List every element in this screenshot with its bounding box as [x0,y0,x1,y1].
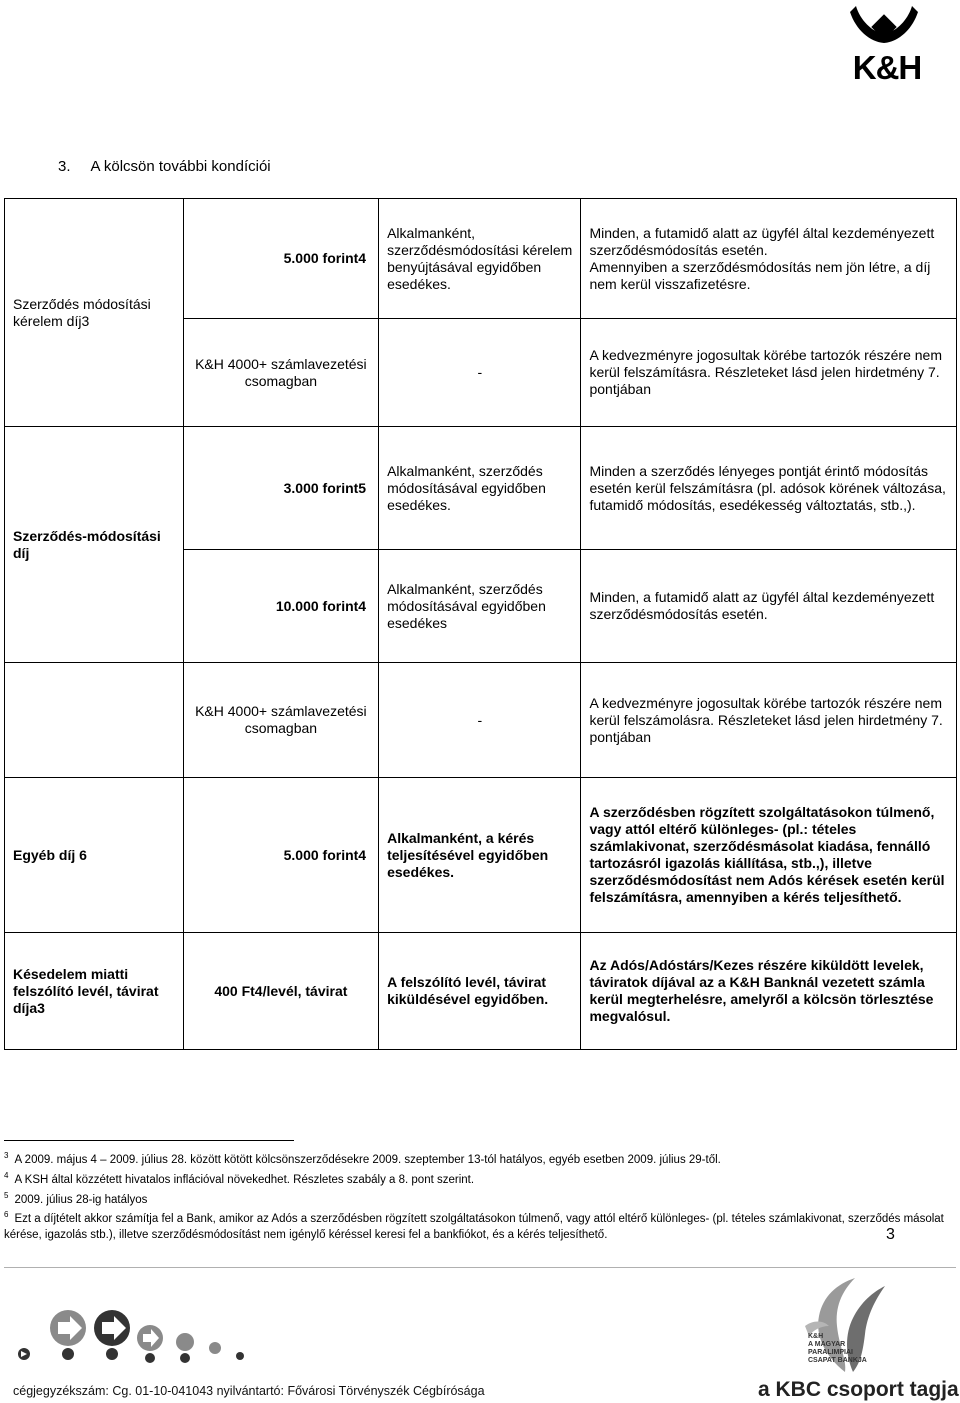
footnotes [4,1148,944,1243]
fee-name-cell [5,933,184,1050]
amount: K&H 4000+ számlavezetési csomagban [195,703,367,736]
fee-name: Szerződés-módosítási díj [13,527,161,561]
footnote-number: 4 [4,1170,9,1180]
amount-cell [183,427,378,550]
description: Minden, a futamidő alatt az ügyfél által kezdeményezett szerződésmódosítás esetén. [589,589,935,622]
amount-cell [183,319,378,427]
page-number: 3 [886,1226,895,1243]
footnote [4,1207,944,1243]
amount-cell [183,933,378,1050]
footnote-number: 6 [4,1210,9,1220]
decorative-arrows-icon [0,1292,270,1372]
footnote-text: A 2009. május 4 – 2009. július 28. között kötött kölcsönszerződésekre 2009. szeptember 13-tól hatályos, egyéb esetben 2009. július 29-től. [14,1153,721,1166]
fee-name-cell [5,199,184,427]
section-number: 3. [58,158,71,175]
description-cell [581,427,957,550]
conditions-table [4,198,957,1050]
description-cell [581,663,957,778]
due-cell [379,550,581,663]
footnote-divider [4,1140,294,1141]
amount: 3.000 forint5 [283,479,367,496]
amount: 5.000 forint4 [283,846,367,863]
paralympic-line: A MAGYAR [808,1341,846,1348]
paralympic-text [808,1333,867,1365]
description-cell [581,319,957,427]
description: Minden, a futamidő alatt az ügyfél által kezdeményezett szerződésmódosítás esetén. [589,224,935,258]
description-cell [581,933,957,1050]
description: A szerződésben rögzített szolgáltatásokon túlmenő, vagy attól eltérő különleges- (pl.: tételes számlakivonat, szerződésmásolat kiadása, fennálló tartozásról igazolás kiállítása, stb.,), illetve szerződésmódosítást nem Adós kérések esetén kerül felszámításra, amennyiben a kérés teljesíthető. [589,804,945,905]
description: Amennyiben a szerződésmódosítás nem jön létre, a díj nem kerül visszafizetésre. [589,258,931,292]
footnote [4,1168,944,1188]
kbc-group-tagline: a KBC csoport tagja [758,1378,959,1401]
paralympic-line: K&H [808,1333,824,1340]
paralympic-line: PARALIMPIAI [808,1349,853,1356]
due-cell [379,778,581,933]
amount-cell [183,663,378,778]
section-title [58,158,271,175]
kh-logo-mark-icon [846,2,922,54]
fee-name-cell [5,427,184,663]
due-cell [379,427,581,550]
due-cell [379,319,581,427]
footnote-number: 5 [4,1190,9,1200]
amount-cell [183,778,378,933]
due-text: - [477,711,483,728]
description: A kedvezményre jogosultak körébe tartozók részére nem kerül felszámolásra. Részleteket lásd jelen hirdetmény 7. pontjában [589,694,943,745]
description-cell [581,550,957,663]
due-text: - [477,364,483,380]
table-row [5,778,957,933]
amount: 10.000 forint4 [275,597,367,614]
due-text: Alkalmanként, szerződés módosításával egyidőben esedékes [387,580,546,631]
table-row [5,933,957,1050]
company-registration: cégjegyzékszám: Cg. 01-10-041043 nyilvántartó: Fővárosi Törvényszék Cégbírósága [13,1384,485,1398]
amount-cell [183,550,378,663]
footnote-text: Ezt a díjtételt akkor számítja fel a Bank, amikor az Adós a szerződésben rögzített szolgáltatásokon túlmenő, vagy attól eltérő különleges- (pl. tételes számlakivonat, szerződés másolat kérése, igazolás stb.), illetve szerződésmódosítást nem igénylő kéréssel keresi fel a bankfiókot, és a kérés teljesíthető. [4,1213,944,1242]
due-cell [379,663,581,778]
due-text: A felszólító levél, távirat kiküldésével egyidőben. [387,974,549,1007]
table-row [5,199,957,319]
logo-text: K&H [852,49,922,86]
fee-name: Egyéb díj 6 [13,846,87,863]
footnote-number: 3 [4,1151,9,1160]
paralympic-line: CSAPAT BANKJA [808,1357,867,1364]
due-text: Alkalmanként, szerződés módosításával egyidőben esedékes. [387,462,546,513]
description: Az Adós/Adóstárs/Kezes részére kiküldött levelek, táviratok díjával az a K&H Banknál vezetett számla kerül megterhelésre, amelyről a kölcsön törlesztése megvalósul. [589,957,934,1024]
fee-name: Késedelem miatti felszólító levél, távirat díja3 [13,965,159,1016]
description: Minden a szerződés lényeges pontját érintő módosítás esetén kerül felszámításra (pl. adósok körének változása, futamidő módosítás, esedékesség változtatás, stb.,). [589,462,946,513]
fee-name: Szerződés módosítási kérelem díj3 [13,295,151,329]
footer-divider [4,1267,956,1268]
due-cell [379,199,581,319]
amount: 400 Ft4/levél, távirat [214,982,348,999]
due-cell [379,933,581,1050]
kh-logo [832,2,942,86]
table-row [5,663,957,778]
footnote-text: A KSH által közzétett hivatalos inflációval növekedhet. Részletes szabály a 8. pont szerint. [14,1173,475,1186]
table-row [5,427,957,550]
amount: K&H 4000+ számlavezetési csomagban [195,355,367,389]
footnote-text: 2009. július 28-ig hatályos [14,1193,148,1206]
footnote [4,1148,944,1168]
footnote [4,1188,944,1208]
due-text: Alkalmanként, a kérés teljesítésével egyidőben esedékes. [387,829,549,880]
amount-cell [183,199,378,319]
description-cell [581,199,957,319]
due-text: Alkalmanként, szerződésmódosítási kérelem benyújtásával egyidőben esedékes. [387,224,573,292]
amount: 5.000 forint4 [283,250,367,266]
description: A kedvezményre jogosultak körébe tartozók részére nem kerül felszámításra. Részleteket lásd jelen hirdetmény 7. pontjában [589,347,942,397]
fee-name-cell [5,778,184,933]
fee-name-cell [5,663,184,778]
section-title-text: A kölcsön további kondíciói [90,158,271,175]
description-cell [581,778,957,933]
